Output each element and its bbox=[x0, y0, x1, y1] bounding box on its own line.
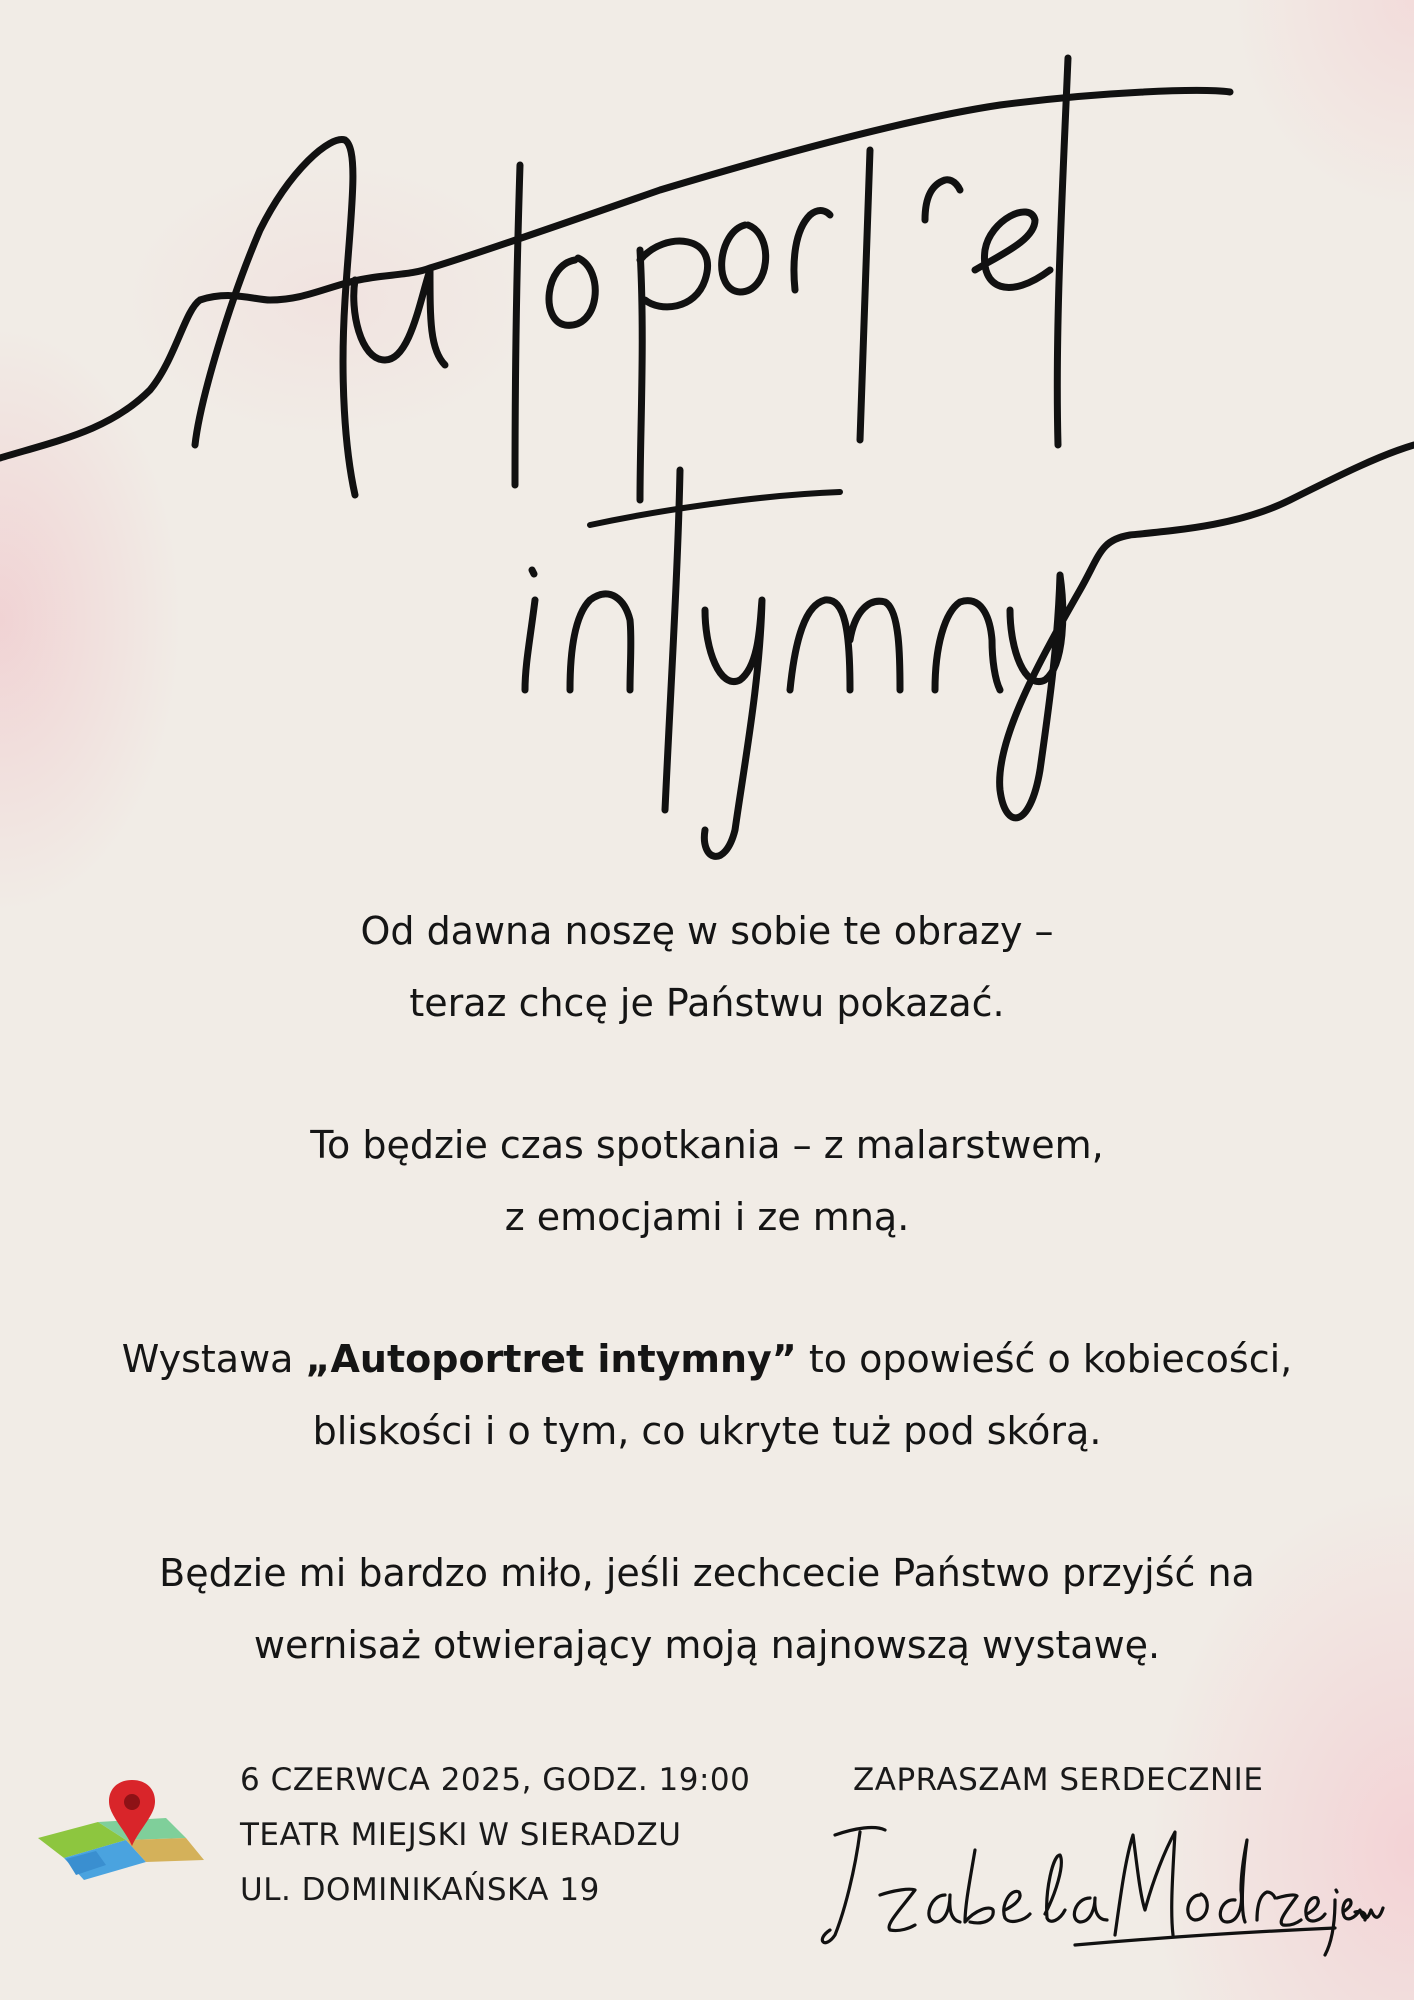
exhibition-suffix: to opowieść o kobiecości, bbox=[796, 1337, 1293, 1381]
title-lettering bbox=[0, 0, 1414, 880]
title-letter-u bbox=[354, 270, 445, 365]
event-details bbox=[240, 1753, 750, 1918]
event-datetime: 6 CZERWCA 2025, GODZ. 19:00 bbox=[240, 1762, 751, 1798]
title-letter-i bbox=[525, 570, 535, 690]
title-letter-n1 bbox=[570, 594, 631, 690]
paragraph-line: teraz chcę je Państwu pokazać. bbox=[409, 981, 1005, 1025]
paragraph-1 bbox=[40, 895, 1374, 1039]
paragraph-2 bbox=[40, 1109, 1374, 1253]
title-letter-o1 bbox=[549, 258, 595, 325]
title-letter-y2 bbox=[1000, 445, 1414, 818]
event-address: UL. DOMINIKAŃSKA 19 bbox=[240, 1872, 600, 1908]
title-letter-e bbox=[975, 212, 1050, 287]
exhibition-prefix: Wystawa bbox=[121, 1337, 306, 1381]
signature bbox=[815, 1810, 1390, 1960]
paragraph-line bbox=[40, 1323, 1374, 1395]
invitation-text: ZAPRASZAM SERDECZNIE bbox=[853, 1762, 1264, 1798]
paragraph-line: To będzie czas spotkania – z malarstwem, bbox=[310, 1123, 1104, 1167]
exhibition-title: „Autoportret intymny” bbox=[305, 1337, 797, 1381]
invitation-closing bbox=[853, 1753, 1263, 1808]
title-letter-t4 bbox=[665, 470, 680, 810]
title-letter-y1 bbox=[704, 600, 762, 856]
paragraph-line: Od dawna noszę w sobie te obrazy – bbox=[360, 909, 1054, 953]
title-letter-t3 bbox=[1057, 58, 1068, 445]
paragraph-4 bbox=[40, 1537, 1374, 1681]
title-letter-r1 bbox=[794, 211, 830, 290]
title-letter-m bbox=[790, 600, 900, 690]
paragraph-line: z emocjami i ze mną. bbox=[504, 1195, 910, 1239]
title-letter-o2 bbox=[722, 225, 766, 292]
map-pin-icon bbox=[36, 1780, 206, 1890]
paragraph-line: Będzie mi bardzo miło, jeśli zechcecie Państwo przyjść na bbox=[159, 1551, 1255, 1595]
title-letter-t2 bbox=[860, 150, 870, 440]
title-letter-p bbox=[640, 241, 708, 500]
invitation-body bbox=[40, 895, 1374, 1751]
paragraph-line: bliskości i o tym, co ukryte tuż pod skórą. bbox=[312, 1409, 1102, 1453]
title-letter-t1 bbox=[515, 165, 520, 485]
title-letter-A1 bbox=[195, 140, 355, 495]
title-flourish-cross bbox=[590, 492, 840, 525]
title-letter-r2 bbox=[925, 180, 960, 220]
event-venue: TEATR MIEJSKI W SIERADZU bbox=[240, 1817, 682, 1853]
paragraph-3 bbox=[40, 1323, 1374, 1467]
paragraph-line: wernisaż otwierający moją najnowszą wystawę. bbox=[253, 1623, 1161, 1667]
title-letter-n2 bbox=[935, 601, 1000, 690]
